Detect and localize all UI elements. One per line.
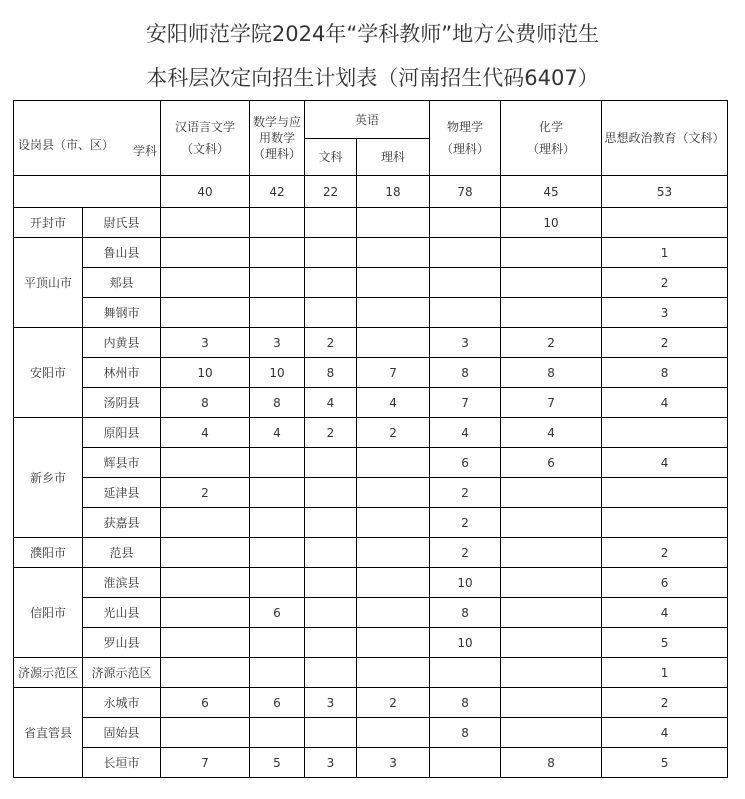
quota-cell-huaxue (501, 508, 602, 538)
quota-cell-shuxue (250, 238, 305, 268)
quota-cell-wuli: 3 (430, 328, 501, 358)
city-cell: 平顶山市 (14, 238, 83, 328)
quota-cell-hanyu (161, 298, 250, 328)
quota-cell-yingyu-li (357, 628, 430, 658)
quota-cell-yingyu-li (357, 478, 430, 508)
table-row (14, 298, 728, 328)
quota-cell-hanyu (161, 448, 250, 478)
quota-cell-huaxue (501, 568, 602, 598)
quota-cell-yingyu-li (357, 268, 430, 298)
quota-cell-shuxue: 5 (250, 748, 305, 778)
city-cell: 济源示范区 (14, 658, 83, 688)
quota-cell-zhengzhi (602, 208, 728, 238)
quota-cell-yingyu-wen (305, 538, 357, 568)
quota-cell-shuxue: 10 (250, 358, 305, 388)
quota-cell-huaxue (501, 538, 602, 568)
quota-cell-yingyu-wen: 2 (305, 328, 357, 358)
quota-cell-wuli: 8 (430, 718, 501, 748)
quota-cell-wuli (430, 658, 501, 688)
county-cell: 鲁山县 (83, 238, 161, 268)
table-row (14, 388, 728, 418)
quota-cell-huaxue: 8 (501, 748, 602, 778)
quota-cell-zhengzhi: 5 (602, 628, 728, 658)
quota-row-spacer (14, 176, 161, 208)
quota-cell-hanyu (161, 628, 250, 658)
quota-cell-yingyu-li (357, 598, 430, 628)
quota-cell-huaxue (501, 598, 602, 628)
quota-cell-shuxue: 6 (250, 598, 305, 628)
quota-cell-yingyu-li (357, 328, 430, 358)
table-row (14, 658, 728, 688)
quota-cell-zhengzhi (602, 418, 728, 448)
county-cell: 光山县 (83, 598, 161, 628)
county-cell: 汤阴县 (83, 388, 161, 418)
quota-cell-huaxue: 7 (501, 388, 602, 418)
quota-cell-shuxue (250, 718, 305, 748)
quota-cell-yingyu-wen (305, 268, 357, 298)
quota-cell-yingyu-li (357, 238, 430, 268)
quota-cell-wuli: 10 (430, 568, 501, 598)
table-row (14, 478, 728, 508)
quota-cell-hanyu: 2 (161, 478, 250, 508)
quota-cell-yingyu-wen: 8 (305, 358, 357, 388)
table-row (14, 598, 728, 628)
quota-cell-wuli: 7 (430, 388, 501, 418)
quota-yingyu-li: 18 (357, 176, 430, 208)
header-yingyu-wen: 文科 (305, 139, 357, 176)
county-cell: 济源示范区 (83, 658, 161, 688)
table-row (14, 538, 728, 568)
quota-cell-shuxue (250, 208, 305, 238)
quota-cell-wuli (430, 748, 501, 778)
city-cell: 开封市 (14, 208, 83, 238)
quota-cell-shuxue (250, 508, 305, 538)
header-hanyu-type: （文科） (180, 142, 229, 156)
county-cell: 永城市 (83, 688, 161, 718)
county-cell: 林州市 (83, 358, 161, 388)
county-cell: 固始县 (83, 718, 161, 748)
table-row (14, 568, 728, 598)
header-shuxue-name2: 用数学 (258, 131, 295, 145)
subject-label: 学科 (132, 144, 157, 158)
header-wuli-type: （理科） (441, 142, 490, 156)
quota-cell-hanyu: 7 (161, 748, 250, 778)
quota-cell-wuli: 8 (430, 598, 501, 628)
table-row (14, 208, 728, 238)
quota-cell-yingyu-li: 7 (357, 358, 430, 388)
header-corner-cell (14, 101, 161, 176)
header-wuli (430, 101, 501, 176)
quota-cell-zhengzhi: 2 (602, 328, 728, 358)
quota-cell-shuxue (250, 628, 305, 658)
quota-cell-hanyu: 6 (161, 688, 250, 718)
county-cell: 长垣市 (83, 748, 161, 778)
quota-cell-zhengzhi: 2 (602, 268, 728, 298)
quota-cell-hanyu (161, 508, 250, 538)
header-wuli-name: 物理学 (447, 120, 484, 134)
quota-cell-yingyu-wen (305, 658, 357, 688)
header-huaxue (501, 101, 602, 176)
quota-cell-shuxue (250, 538, 305, 568)
quota-cell-huaxue (501, 658, 602, 688)
county-cell: 辉县市 (83, 448, 161, 478)
quota-cell-zhengzhi (602, 478, 728, 508)
quota-cell-wuli: 8 (430, 358, 501, 388)
quota-cell-huaxue (501, 628, 602, 658)
quota-cell-zhengzhi: 5 (602, 748, 728, 778)
quota-yingyu-wen: 22 (305, 176, 357, 208)
quota-cell-wuli (430, 238, 501, 268)
county-cell: 延津县 (83, 478, 161, 508)
quota-cell-yingyu-wen (305, 598, 357, 628)
quota-cell-yingyu-wen (305, 208, 357, 238)
city-cell: 新乡市 (14, 418, 83, 538)
quota-cell-zhengzhi: 1 (602, 238, 728, 268)
quota-cell-wuli: 2 (430, 538, 501, 568)
quota-cell-shuxue (250, 298, 305, 328)
quota-cell-hanyu: 8 (161, 388, 250, 418)
county-cell: 原阳县 (83, 418, 161, 448)
county-cell: 郏县 (83, 268, 161, 298)
quota-cell-wuli: 2 (430, 508, 501, 538)
quota-cell-zhengzhi: 4 (602, 598, 728, 628)
quota-cell-shuxue (250, 658, 305, 688)
quota-cell-huaxue (501, 298, 602, 328)
header-shuxue-name: 数学与应 (252, 115, 301, 129)
table-row (14, 718, 728, 748)
county-cell: 罗山县 (83, 628, 161, 658)
quota-cell-zhengzhi: 8 (602, 358, 728, 388)
quota-cell-shuxue (250, 478, 305, 508)
quota-cell-hanyu: 4 (161, 418, 250, 448)
quota-cell-wuli: 10 (430, 628, 501, 658)
city-cell: 信阳市 (14, 568, 83, 658)
county-cell: 内黄县 (83, 328, 161, 358)
quota-cell-zhengzhi: 4 (602, 718, 728, 748)
quota-cell-shuxue: 4 (250, 418, 305, 448)
quota-cell-shuxue: 3 (250, 328, 305, 358)
quota-cell-hanyu (161, 568, 250, 598)
quota-cell-zhengzhi: 3 (602, 298, 728, 328)
header-hanyu-name: 汉语言文学 (174, 120, 235, 134)
quota-wuli: 78 (430, 176, 501, 208)
quota-cell-wuli (430, 298, 501, 328)
table-row (14, 418, 728, 448)
quota-cell-yingyu-li (357, 658, 430, 688)
county-cell: 获嘉县 (83, 508, 161, 538)
quota-cell-hanyu: 10 (161, 358, 250, 388)
quota-cell-hanyu (161, 718, 250, 748)
quota-cell-yingyu-li (357, 538, 430, 568)
county-cell: 尉氏县 (83, 208, 161, 238)
enrollment-plan-table (13, 100, 728, 778)
quota-cell-yingyu-wen: 2 (305, 418, 357, 448)
quota-cell-huaxue: 2 (501, 328, 602, 358)
table-row (14, 688, 728, 718)
quota-cell-zhengzhi: 2 (602, 538, 728, 568)
quota-cell-wuli: 6 (430, 448, 501, 478)
table-row (14, 238, 728, 268)
table-row (14, 448, 728, 478)
county-cell: 舞钢市 (83, 298, 161, 328)
quota-cell-yingyu-wen (305, 568, 357, 598)
quota-cell-wuli: 2 (430, 478, 501, 508)
quota-cell-shuxue: 6 (250, 688, 305, 718)
quota-cell-wuli (430, 268, 501, 298)
quota-cell-huaxue: 4 (501, 418, 602, 448)
quota-cell-hanyu (161, 238, 250, 268)
quota-cell-yingyu-wen (305, 508, 357, 538)
quota-cell-huaxue (501, 268, 602, 298)
table-row (14, 628, 728, 658)
quota-cell-yingyu-li (357, 448, 430, 478)
quota-cell-yingyu-li (357, 718, 430, 748)
header-yingyu: 英语 (305, 101, 430, 139)
header-hanyu (161, 101, 250, 176)
table-row (14, 748, 728, 778)
quota-cell-yingyu-li (357, 298, 430, 328)
quota-cell-huaxue (501, 478, 602, 508)
quota-cell-hanyu: 3 (161, 328, 250, 358)
quota-cell-yingyu-wen (305, 238, 357, 268)
header-shuxue-type: （理科） (252, 147, 301, 161)
quota-cell-huaxue (501, 238, 602, 268)
quota-cell-yingyu-li: 4 (357, 388, 430, 418)
quota-cell-yingyu-li (357, 208, 430, 238)
city-cell: 省直管县 (14, 688, 83, 778)
quota-cell-wuli (430, 208, 501, 238)
quota-cell-zhengzhi: 4 (602, 448, 728, 478)
county-cell: 范县 (83, 538, 161, 568)
header-shuxue (250, 101, 305, 176)
quota-cell-huaxue (501, 688, 602, 718)
quota-cell-hanyu (161, 538, 250, 568)
quota-cell-yingyu-wen (305, 718, 357, 748)
quota-cell-hanyu (161, 268, 250, 298)
quota-cell-yingyu-wen (305, 298, 357, 328)
quota-zhengzhi: 53 (602, 176, 728, 208)
quota-huaxue: 45 (501, 176, 602, 208)
quota-cell-huaxue (501, 718, 602, 748)
quota-cell-zhengzhi: 1 (602, 658, 728, 688)
quota-cell-yingyu-li: 2 (357, 688, 430, 718)
quota-cell-huaxue: 10 (501, 208, 602, 238)
title-line-1: 安阳师范学院2024年“学科教师”地方公费师范生 (145, 22, 600, 46)
city-cell: 濮阳市 (14, 538, 83, 568)
quota-cell-huaxue: 8 (501, 358, 602, 388)
quota-cell-hanyu (161, 208, 250, 238)
table-row (14, 358, 728, 388)
quota-cell-zhengzhi (602, 508, 728, 538)
header-yingyu-li: 理科 (357, 139, 430, 176)
quota-cell-yingyu-li (357, 508, 430, 538)
table-row (14, 328, 728, 358)
quota-cell-yingyu-wen (305, 448, 357, 478)
quota-cell-yingyu-wen: 3 (305, 688, 357, 718)
quota-cell-yingyu-li: 2 (357, 418, 430, 448)
quota-cell-zhengzhi: 4 (602, 388, 728, 418)
city-cell: 安阳市 (14, 328, 83, 418)
quota-cell-shuxue: 8 (250, 388, 305, 418)
quota-cell-yingyu-wen (305, 478, 357, 508)
quota-cell-wuli: 4 (430, 418, 501, 448)
quota-cell-yingyu-li: 3 (357, 748, 430, 778)
quota-cell-shuxue (250, 568, 305, 598)
quota-cell-zhengzhi: 2 (602, 688, 728, 718)
county-cell: 淮滨县 (83, 568, 161, 598)
quota-cell-yingyu-li (357, 568, 430, 598)
quota-cell-yingyu-wen: 3 (305, 748, 357, 778)
quota-cell-zhengzhi: 6 (602, 568, 728, 598)
quota-cell-hanyu (161, 598, 250, 628)
table-row (14, 508, 728, 538)
quota-cell-shuxue (250, 448, 305, 478)
area-label: 设岗县（市、区） (18, 138, 115, 152)
header-huaxue-type: （理科） (527, 142, 576, 156)
quota-cell-yingyu-wen (305, 628, 357, 658)
quota-cell-wuli: 8 (430, 688, 501, 718)
quota-cell-hanyu (161, 658, 250, 688)
quota-cell-shuxue (250, 268, 305, 298)
quota-hanyu: 40 (161, 176, 250, 208)
header-huaxue-name: 化学 (539, 120, 564, 134)
title-line-2: 本科层次定向招生计划表（河南招生代码6407） (146, 66, 599, 90)
quota-cell-yingyu-wen: 4 (305, 388, 357, 418)
header-zhengzhi: 思想政治教育（文科） (602, 101, 728, 176)
table-row (14, 268, 728, 298)
quota-cell-huaxue: 6 (501, 448, 602, 478)
quota-shuxue: 42 (250, 176, 305, 208)
